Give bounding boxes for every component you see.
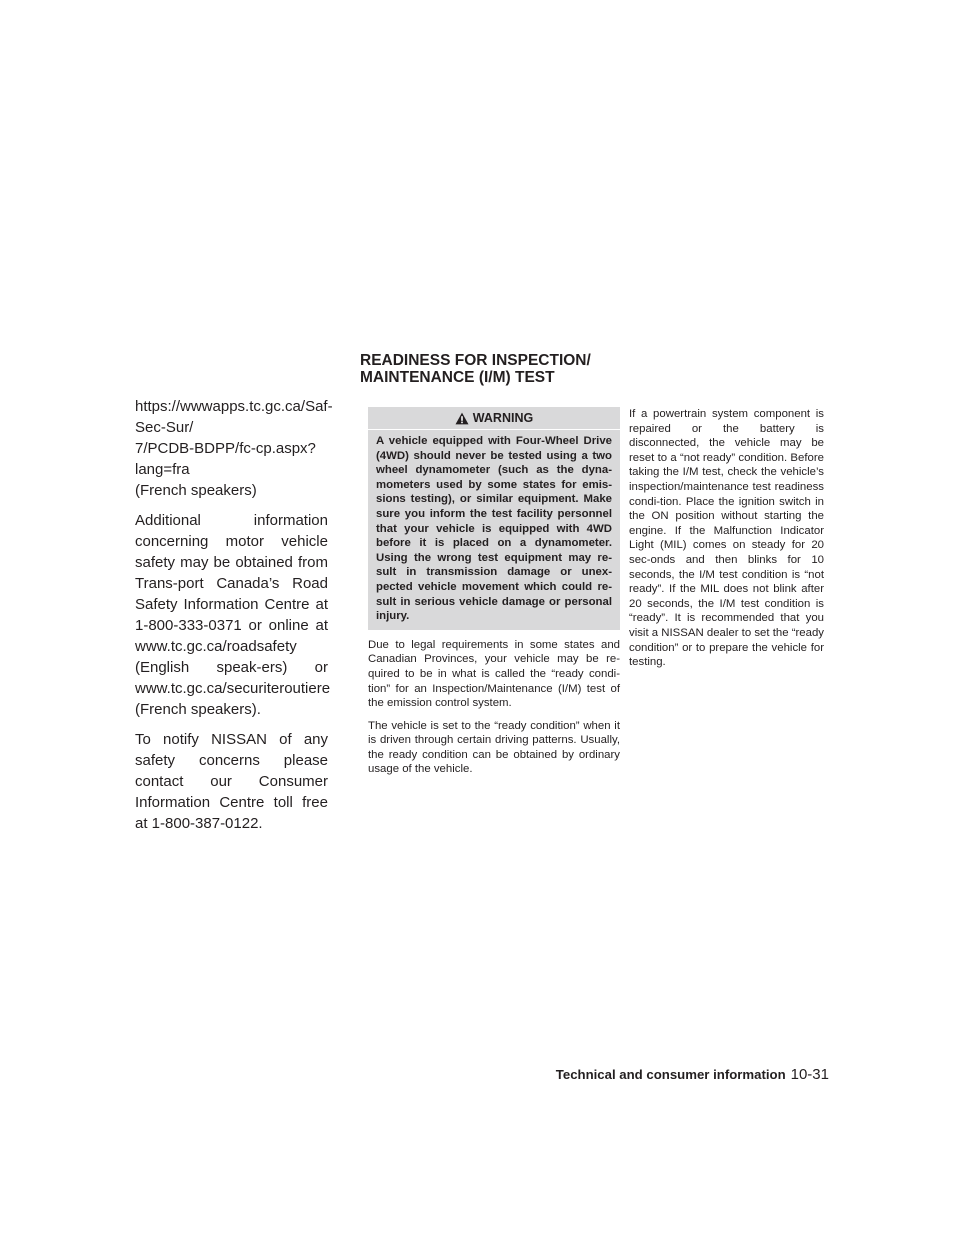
warning-title bbox=[368, 407, 620, 430]
page-footer bbox=[556, 1066, 829, 1083]
url-line-2: 7/PCDB-BDPP/fc-cp.aspx?lang=fra bbox=[135, 440, 316, 478]
nissan-contact-paragraph: To notify NISSAN of any safety concerns please contact our Consumer Information Centre toll free at 1-800-387-0122. bbox=[135, 731, 328, 832]
legal-requirements-paragraph: Due to legal requirements in some states and Canadian Provinces, your vehicle may be re-quired to be in what is called the “ready condi-tion” for an Inspection/Maintenance (I/M) test of the emission control system. bbox=[368, 638, 620, 710]
section-heading-line1: READINESS FOR INSPECTION/ bbox=[360, 352, 591, 369]
section-heading-line2: MAINTENANCE (I/M) TEST bbox=[360, 369, 555, 386]
powertrain-paragraph: If a powertrain system component is repaired or the battery is disconnected, the vehicle may be reset to a “not ready” condition. Before taking the I/M test, check the vehicle’s inspection/maintenance test readiness condi-tion. Place the ignition switch in the ON position without starting the engine. If the Malfunction Indicator Light (MIL) comes on steady for 20 sec-onds and then blinks for 10 seconds, the I/M test condition is “not ready”. If the MIL does not blink after 20 seconds, the I/M test condition is “ready”. It is recommended that you visit a NISSAN dealer to set the “ready condition” or to prepare the vehicle for testing. bbox=[629, 408, 824, 669]
url-line-1: https://wwwapps.tc.gc.ca/Saf-Sec-Sur/ bbox=[135, 398, 333, 436]
ready-condition-paragraph: The vehicle is set to the “ready condition” when it is driven through certain driving patterns. Usually, the ready condition can be obtained by ordinary usage of the vehicle. bbox=[368, 719, 620, 776]
url-line-3: (French speakers) bbox=[135, 482, 257, 499]
french-url-paragraph bbox=[135, 396, 333, 501]
section-heading bbox=[360, 352, 660, 386]
warning-title-text: WARNING bbox=[472, 410, 534, 425]
column-2 bbox=[368, 407, 620, 777]
column-3 bbox=[629, 407, 824, 670]
footer-page-number: 10-31 bbox=[790, 1066, 829, 1083]
column-1 bbox=[135, 396, 333, 843]
transport-canada-paragraph: Additional information concerning motor vehicle safety may be obtained from Trans-port Canada’s Road Safety Information Centre at 1-800-333-0371 or online at www.tc.gc.ca/roadsafety (English speak-ers) or www.tc.gc.ca/securiteroutiere (French speakers). bbox=[135, 512, 331, 718]
warning-text: A vehicle equipped with Four-Wheel Drive (4WD) should never be tested using a two wheel dynamometer (such as the dyna-mometers used by some states for emis-sions testing), or similar equipment. Make sure you inform the test facility personnel that your vehicle is equipped with 4WD before it is placed on a dynamometer. Using the wrong test equipment may re-sult in transmission damage or unex-pected vehicle movement which could re-sult in serious vehicle damage or personal injury. bbox=[376, 435, 612, 623]
footer-chapter-title: Technical and consumer information bbox=[555, 1067, 786, 1082]
warning-box bbox=[368, 407, 620, 630]
warning-triangle-icon bbox=[455, 412, 469, 425]
